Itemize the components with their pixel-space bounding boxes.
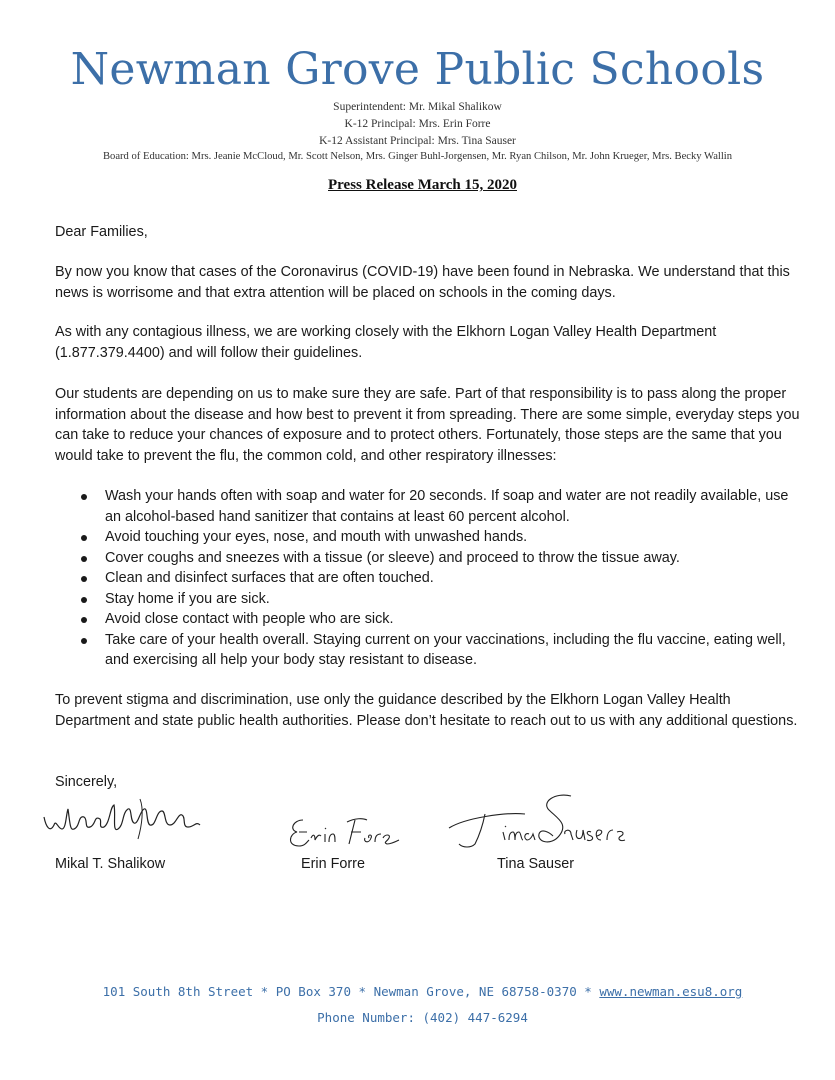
bullet-icon [81, 535, 87, 541]
list-item-text: Stay home if you are sick. [105, 590, 270, 607]
list-item [78, 589, 800, 610]
paragraph-covid-news: By now you know that cases of the Coronavirus (COVID-19) have been found in Nebraska. We understand that this news is worrisome and that extra attention will be placed on schools in the coming days. [55, 264, 790, 301]
list-item-text: Wash your hands often with soap and water for 20 seconds. If soap and water are not readily available, use an alcohol-based hand sanitizer that contains at least 60 percent alcohol. [105, 488, 789, 525]
footer-address: 101 South 8th Street * PO Box 370 * Newman Grove, NE 68758-0370 * [102, 984, 600, 999]
bullet-icon [81, 556, 87, 562]
list-item [78, 568, 800, 589]
list-item-text: Clean and disinfect surfaces that are often touched. [105, 570, 434, 586]
paragraph-prevention-intro: Our students are depending on us to make sure they are safe. Part of that responsibility is to pass along the proper information about the disease and how best to prevent it from spreading. There are some simple, everyday steps you can take to reduce your chances of exposure and to protect others. Fortunately, those steps are the same that you would take to prevent the flu, the common cold, and other respiratory illnesses: [55, 386, 800, 464]
bullet-icon [81, 597, 87, 603]
paragraph-stigma: To prevent stigma and discrimination, use only the guidance described by the Elkhorn Logan Valley Health Department and state public health authorities. Please don’t hesitate to reach out to us with any additional questions. [55, 692, 798, 729]
list-item-text: Avoid close contact with people who are sick. [105, 611, 394, 627]
list-item-text: Avoid touching your eyes, nose, and mouth with unwashed hands. [105, 529, 528, 545]
principal-line: K-12 Principal: Mrs. Erin Forre [344, 118, 491, 130]
board-of-education-line: Board of Education: Mrs. Jeanie McCloud, Mr. Scott Nelson, Mrs. Ginger Buhl-Jorgensen, Mr. Ryan Chilson, Mr. John Krueger, Mrs. Becky Wallin [102, 151, 733, 162]
list-item [78, 609, 800, 630]
website-link[interactable]: www.newman.esu8.org [599, 984, 743, 999]
signature-shalikow-image [40, 795, 210, 845]
signature-sauser-image [445, 788, 630, 858]
closing: Sincerely, [55, 774, 118, 790]
bullet-icon [81, 617, 87, 623]
press-release-heading: Press Release March 15, 2020 [328, 177, 517, 193]
signature-name-forre: Erin Forre [301, 856, 365, 872]
list-item-text: Cover coughs and sneezes with a tissue (or sleeve) and proceed to throw the tissue away. [105, 549, 680, 566]
list-item [78, 548, 800, 569]
bullet-icon [81, 494, 87, 500]
footer-phone: Phone Number: (402) 447-6294 [317, 1010, 528, 1025]
bullet-icon [81, 576, 87, 582]
signature-forre-image [283, 812, 403, 856]
assistant-principal-line: K-12 Assistant Principal: Mrs. Tina Sauser [319, 135, 516, 147]
bullet-icon [81, 638, 87, 644]
school-name-heading: Newman Grove Public Schools [70, 44, 765, 95]
footer-address-line [0, 984, 835, 999]
list-item [78, 630, 800, 671]
list-item [78, 486, 800, 527]
salutation: Dear Families, [55, 224, 148, 240]
signature-name-sauser: Tina Sauser [497, 856, 575, 872]
list-item [78, 527, 800, 548]
signature-name-shalikow: Mikal T. Shalikow [55, 856, 166, 872]
superintendent-line: Superintendent: Mr. Mikal Shalikow [333, 101, 502, 113]
prevention-list [78, 486, 800, 671]
list-item-text: Take care of your health overall. Staying current on your vaccinations, including the flu vaccine, eating well, and exercising all help your body stay resistant to disease. [105, 631, 786, 668]
paragraph-health-department: As with any contagious illness, we are working closely with the Elkhorn Logan Valley Health Department (1.877.379.4400) and will follow their guidelines. [55, 324, 717, 361]
